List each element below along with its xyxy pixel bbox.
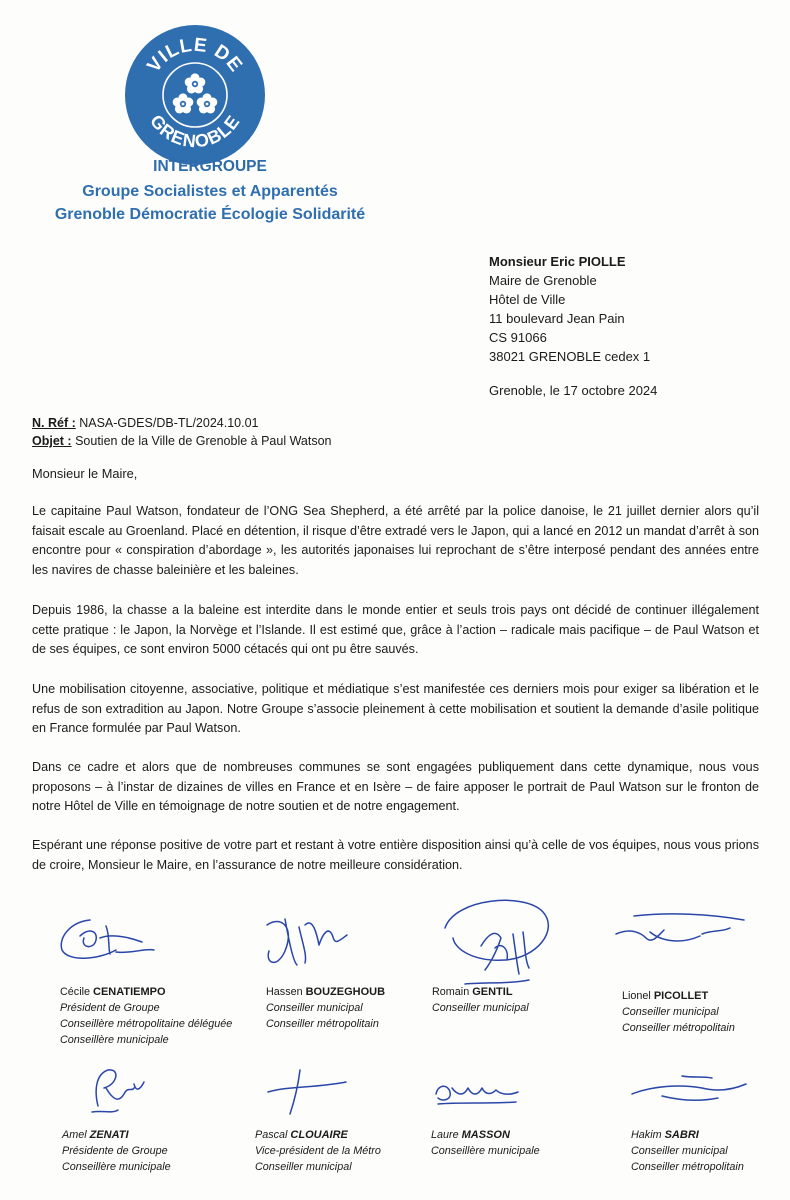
signatory-role: Conseiller municipal bbox=[432, 1002, 529, 1014]
signatory-name: Laure MASSON bbox=[431, 1129, 510, 1141]
signatory-block bbox=[431, 1127, 540, 1159]
recipient-line: 38021 GRENOBLE cedex 1 bbox=[489, 349, 651, 364]
signatory-role: Conseiller municipal bbox=[631, 1145, 728, 1157]
signatory-name: Amel ZENATI bbox=[62, 1129, 129, 1141]
recipient-line: 11 boulevard Jean Pain bbox=[489, 311, 625, 326]
signatory-name: Cécile CENATIEMPO bbox=[60, 986, 166, 998]
signature-sabri bbox=[622, 1068, 762, 1112]
signatory-role: Conseillère municipale bbox=[62, 1161, 171, 1173]
signatory-block bbox=[266, 984, 385, 1032]
signature-cenatiempo bbox=[50, 908, 160, 968]
header-group-name-2: Grenoble Démocratie Écologie Solidarité bbox=[54, 206, 366, 223]
signatory-role: Conseillère métropolitaine déléguée bbox=[60, 1018, 233, 1030]
reference-line bbox=[32, 416, 258, 430]
signatory-role: Conseiller métropolitain bbox=[631, 1161, 744, 1173]
reference-value: NASA-GDES/DB-TL/2024.10.01 bbox=[79, 416, 259, 430]
recipient-line: Maire de Grenoble bbox=[489, 273, 597, 288]
signature-masson bbox=[428, 1074, 528, 1114]
signature-gentil bbox=[425, 888, 565, 998]
signatory-block bbox=[631, 1127, 744, 1175]
reference-label: N. Réf : bbox=[32, 416, 76, 430]
letter-date: Grenoble, le 17 octobre 2024 bbox=[489, 383, 658, 398]
logo-top-text: VILLE DE bbox=[143, 34, 247, 77]
header-group-name: Groupe Socialistes et Apparentés bbox=[82, 183, 338, 200]
signatory-role: Vice-président de la Métro bbox=[255, 1145, 381, 1157]
logo-bottom-text: GRENOBLE bbox=[146, 110, 244, 152]
signature-zenati bbox=[68, 1060, 158, 1120]
signature-clouaire bbox=[262, 1062, 352, 1118]
body-paragraph: Depuis 1986, la chasse a la baleine est interdite dans le monde entier et seuls trois pays ont décidé de continuer illégalement cette pratique : le Japon, la Norvège et l’Islande. Il est estimé que, grâce à l’action – radicale mais pacifique – de Paul Watson et de ses équipes, ce sont environ 5000 cétacés qui ont pu être sauvés. bbox=[32, 603, 759, 656]
signatory-name: Pascal CLOUAIRE bbox=[255, 1129, 348, 1141]
body-paragraph: Le capitaine Paul Watson, fondateur de l’ONG Sea Shepherd, a été arrêté par la police danoise, le 21 juillet dernier alors qu’il faisait escale au Groenland. Placé en détention, il risque d’être extradé vers le Japon, qui a lancé en 2012 un mandat d’arrêt à son encontre pour « conspiration d’abordage », les autorités japonaises lui reprochant de s’être interposé pendant des années entre les navires de chasse baleinière et les baleines. bbox=[32, 504, 759, 577]
signatory-role: Présidente de Groupe bbox=[62, 1145, 168, 1157]
signature-picollet bbox=[610, 906, 750, 956]
signatory-block bbox=[432, 984, 529, 1016]
recipient-line: Hôtel de Ville bbox=[489, 292, 566, 307]
signatory-name: Hakim SABRI bbox=[631, 1129, 699, 1141]
signature-bouzeghoub bbox=[255, 905, 365, 975]
body-paragraph: Dans ce cadre et alors que de nombreuses communes se sont engagées publiquement dans cette dynamique, nous vous proposons – à l’instar de dizaines de villes en France et en Isère – de faire apposer le portrait de Paul Watson sur le fronton de notre Hôtel de Ville en témoignage de notre soutien et de notre engagement. bbox=[32, 760, 759, 813]
subject-line bbox=[32, 434, 332, 448]
ville-de-grenoble-logo bbox=[124, 24, 266, 166]
salutation: Monsieur le Maire, bbox=[32, 466, 138, 481]
recipient-line: CS 91066 bbox=[489, 330, 547, 345]
signatory-name: Hassen BOUZEGHOUB bbox=[266, 986, 386, 998]
recipient-name: Monsieur Eric PIOLLE bbox=[489, 254, 626, 269]
signatory-block bbox=[62, 1127, 171, 1175]
signatory-role: Conseiller municipal bbox=[255, 1161, 352, 1173]
signatory-role: Conseiller municipal bbox=[622, 1006, 719, 1018]
signatory-block bbox=[60, 984, 232, 1048]
signatory-block bbox=[622, 988, 735, 1036]
signatory-role: Président de Groupe bbox=[60, 1002, 160, 1014]
signatory-role: Conseiller métropolitain bbox=[266, 1018, 379, 1030]
subject-value: Soutien de la Ville de Grenoble à Paul Watson bbox=[75, 434, 332, 448]
body-paragraph: Espérant une réponse positive de votre part et restant à votre entière disposition ainsi qu’à celle de vos équipes, nous vous prions de croire, Monsieur le Maire, en l’assurance de notre meilleure considération. bbox=[32, 838, 759, 872]
signatory-name: Lionel PICOLLET bbox=[622, 990, 709, 1002]
signatory-role: Conseillère municipale bbox=[60, 1034, 169, 1046]
header-intergroupe: INTERGROUPE bbox=[153, 158, 267, 175]
signatory-name: Romain GENTIL bbox=[432, 986, 513, 998]
signatory-role: Conseiller municipal bbox=[266, 1002, 363, 1014]
subject-label: Objet : bbox=[32, 434, 72, 448]
signatory-role: Conseillère municipale bbox=[431, 1145, 540, 1157]
signatory-block bbox=[255, 1127, 381, 1175]
body-paragraph: Une mobilisation citoyenne, associative, politique et médiatique s’est manifestée ces derniers mois pour exiger sa libération et le refus de son extradition au Japon. Notre Groupe s’associe pleinement à cette mobilisation et soutient la demande d’asile politique en France formulée par Paul Watson. bbox=[32, 682, 759, 735]
signatory-role: Conseiller métropolitain bbox=[622, 1022, 735, 1034]
